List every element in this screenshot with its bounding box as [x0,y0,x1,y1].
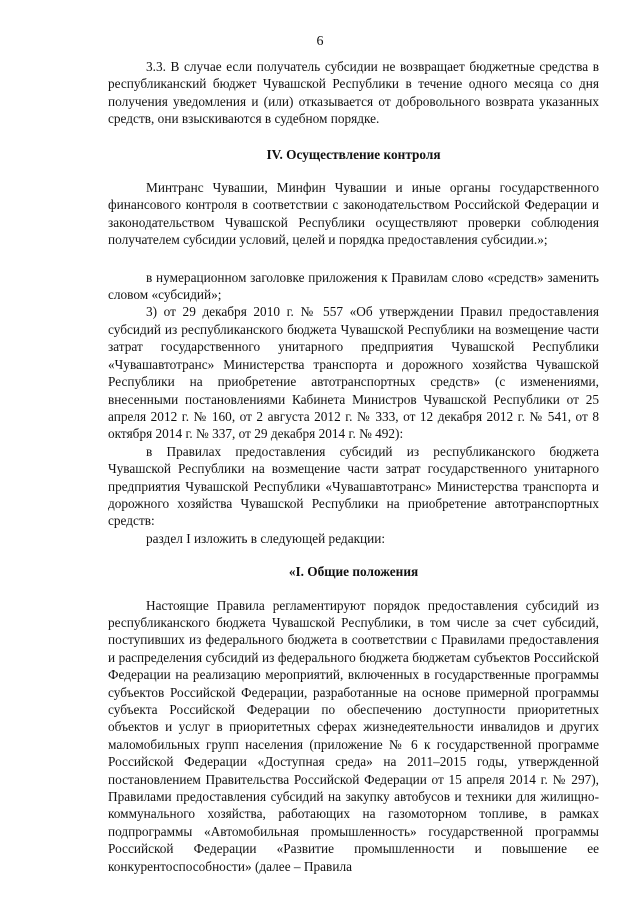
section-i-heading: «I. Общие положения [288,564,419,580]
document-body [108,58,599,875]
section-iv-paragraph: Минтранс Чувашии, Минфин Чувашии и иные органы государственного финансового контроля в соответствии с законодательством Российской Федерации и законодательством Чувашской Республики осуществляют проверки соблюдения получателем субсидии условий, целей и порядка предоставления субсидии.»; [108,180,599,248]
amendment-paragraph-4: раздел I изложить в следующей редакции: [146,530,386,546]
section-i-paragraph: Настоящие Правила регламентируют порядок предоставления субсидий из республиканского бюджета Чувашской Республики, в том числе за счет субсидий, поступивших из федерального бюджета в соответствии с Правилами предоставления и распределения субсидий из федерального бюджета бюджетам субъектов Российской Федерации на реализацию мероприятий, включенных в государственные программы субъектов Российской Федерации, разработанные на основе примерной программы субъекта Российской Федерации по обеспечению доступности приоритетных объектов и услуг в приоритетных сферах жизнедеятельности инвалидов и других маломобильных групп населения (приложение № 6 к государственной программе Российской Федерации «Доступная среда» на 2011–2015 годы, утвержденной постановлением Правительства Российской Федерации от 15 апреля 2014 г. № 297), Правилами предоставления субсидий на закупку автобусов и техники для жилищно-коммунального хозяйства, работающих на газомоторном топливе, в рамках подпрограммы «Автомобильная промышленность» государственной программы Российской Федерации «Развитие промышленности и повышение ее конкурентоспособности» (далее – Правила [108,597,599,874]
page-number: 6 [316,34,324,49]
amendment-paragraph-3: в Правилах предоставления субсидий из республиканского бюджета Чувашской Республики на возмещение части затрат государственного унитарного предприятия Чувашской Республики «Чувашавтотранс» Министерства транспорта и дорожного хозяйства Чувашской Республики на приобретение автотранспортных средств: [108,443,599,529]
amendment-paragraph-2: 3) от 29 декабря 2010 г. № 557 «Об утверждении Правил предоставления субсидий из республиканского бюджета Чувашской Республики на возмещение части затрат государственного унитарного предприятия Чувашской Республики «Чувашавтотранс» Министерства транспорта и дорожного хозяйства Чувашской Республики на приобретение автотранспортных средств» (с изменениями, внесенными постановлениями Кабинета Министров Чувашской Республики от 25 апреля 2012 г. № 160, от 2 августа 2012 г. № 333, от 12 декабря 2012 г. № 541, от 8 октября 2014 г. № 337, от 29 декабря 2014 г. № 492): [108,304,599,442]
amendment-paragraph-1: в нумерационном заголовке приложения к Правилам слово «средств» заменить словом «субсидий»; [108,269,599,303]
section-iv-heading: IV. Осуществление контроля [266,146,441,162]
paragraph-3-3: 3.3. В случае если получатель субсидии не возвращает бюджетные средства в республиканский бюджет Чувашской Республики в течение одного месяца со дня получения уведомления и (или) отказывается от добровольного возврата указанных средств, они взыскиваются в судебном порядке. [108,59,599,127]
